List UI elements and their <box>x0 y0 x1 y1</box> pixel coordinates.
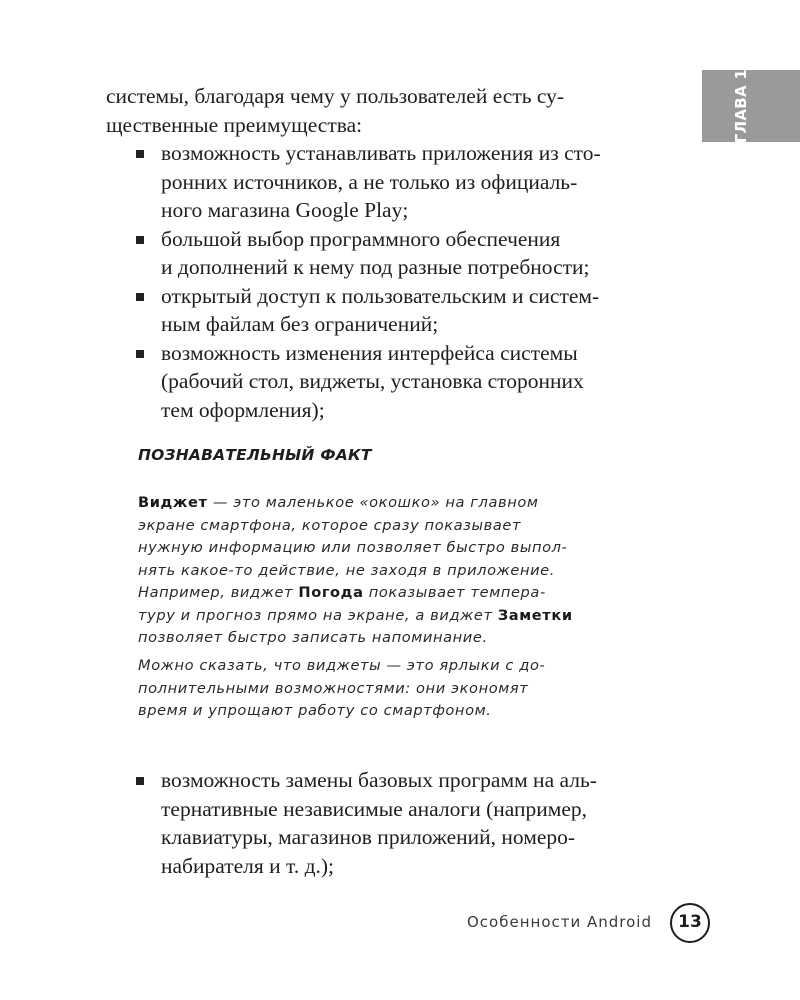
text-line: клавиатуры, магазинов приложений, номеро- <box>161 825 576 849</box>
text-line: возможность замены базовых программ на аль- <box>161 768 597 792</box>
bullet-item <box>106 225 672 282</box>
bullet-item <box>106 766 672 880</box>
body-text-top <box>106 82 672 424</box>
fact-line: полнительными возможностями: они экономят <box>138 679 529 697</box>
bullet-square-icon <box>136 350 144 358</box>
fact-line <box>138 605 648 628</box>
widget-name-notes: Заметки <box>497 606 573 624</box>
bullet-square-icon <box>136 777 144 785</box>
text-line: набирателя и т. д.); <box>161 853 335 878</box>
fact-term: Виджет <box>138 494 208 511</box>
fact-text: показывает темпера- <box>363 584 546 601</box>
widget-name-weather: Погода <box>298 584 364 601</box>
text-line: ронних источников, а не только из официаль- <box>161 169 578 194</box>
bullet-item <box>106 139 672 225</box>
fact-text: Например, виджет <box>138 584 299 601</box>
footer-section-title: Особенности Android <box>467 913 652 931</box>
chapter-tab <box>702 70 800 142</box>
text-line: тем оформления); <box>161 397 325 422</box>
fact-heading: ПОЗНАВАТЕЛЬНЫЙ ФАКТ <box>138 446 372 464</box>
body-text-bottom <box>106 766 672 880</box>
fact-line: нять какое-то действие, не заходя в приложение. <box>138 561 555 579</box>
fact-line: экране смартфона, которое сразу показывает <box>138 516 522 534</box>
bullet-square-icon <box>136 293 144 301</box>
fact-line: позволяет быстро записать напоминание. <box>138 629 488 646</box>
fact-text: туру и прогноз прямо на экране, а виджет <box>138 606 498 624</box>
text-line: возможность изменения интерфейса системы <box>161 340 578 365</box>
text-line: возможность устанавливать приложения из сто- <box>161 141 601 165</box>
fact-paragraph-1 <box>138 492 648 650</box>
page-number: 13 <box>670 903 710 943</box>
fact-text: — это маленькое «окошко» на главном <box>207 494 539 511</box>
bullet-square-icon <box>136 236 144 244</box>
bullet-square-icon <box>136 150 144 158</box>
chapter-tab-label: ГЛАВА 1 <box>732 68 750 144</box>
text-line: большой выбор программного обеспечения <box>161 226 561 251</box>
text-line: ного магазина Google Play; <box>161 198 409 222</box>
bullet-item <box>106 339 672 425</box>
text-line: ным файлам без ограничений; <box>161 312 439 336</box>
text-line: открытый доступ к пользовательским и систем- <box>161 283 600 308</box>
fact-line <box>138 582 648 605</box>
text-line: системы, благодаря чему у пользователей есть су- <box>106 84 565 108</box>
fact-line: время и упрощают работу со смартфоном. <box>138 702 492 719</box>
fact-line: Можно сказать, что виджеты — это ярлыки с до- <box>138 657 546 674</box>
fact-paragraph-2 <box>138 655 648 723</box>
bullet-item <box>106 282 672 339</box>
text-line: щественные преимущества: <box>106 112 363 137</box>
fact-line: нужную информацию или позволяет быстро выпол- <box>138 539 568 556</box>
text-line: и дополнений к нему под разные потребности; <box>161 255 590 279</box>
text-line: (рабочий стол, виджеты, установка сторонних <box>161 369 584 393</box>
fact-line <box>138 492 648 515</box>
text-line: тернативные независимые аналоги (например, <box>161 796 588 821</box>
